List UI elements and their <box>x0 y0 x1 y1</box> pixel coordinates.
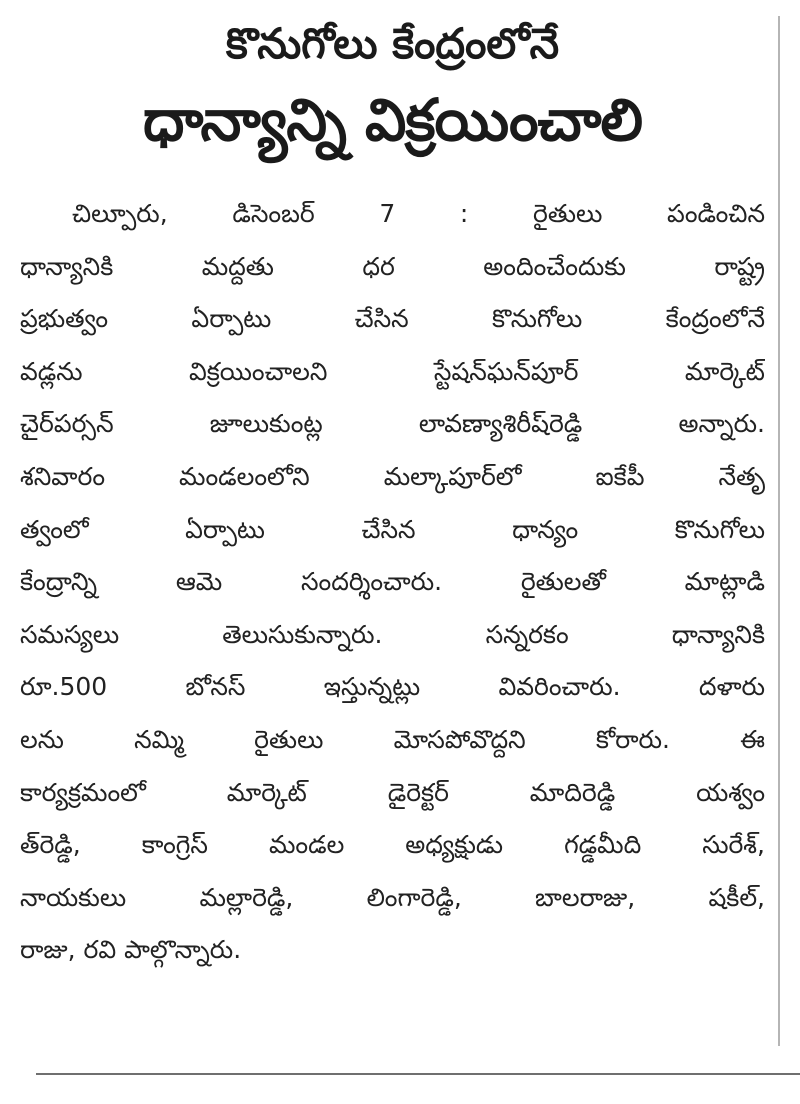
body-line: శనివారం మండలంలోని మల్కాపూర్‌లో ఐకేపీ నేతృ <box>20 461 765 491</box>
body-line: నాయకులు మల్లారెడ్డి, లింగారెడ్డి, బాలరాజు, షకీల్, <box>20 882 765 912</box>
headline-line-2: ధాన్యాన్ని విక్రయించాలి <box>142 86 643 154</box>
headline-line-1: కొనుగోలు కేంద్రంలోనే <box>225 19 560 68</box>
body-line: కార్యక్రమంలో మార్కెట్ డైరెక్టర్ మాదిరెడ్డి యశ్వం <box>20 777 765 807</box>
body-line: త్‌రెడ్డి, కాంగ్రెస్ మండల అధ్యక్షుడు గడ్డమీది సురేశ్, <box>20 830 765 860</box>
body-line: కేంద్రాన్ని ఆమె సందర్శించారు. రైతులతో మాట్లాడి <box>20 567 765 597</box>
body-line: త్వంలో ఏర్పాటు చేసిన ధాన్యం కొనుగోలు <box>20 514 765 544</box>
body-line: ప్రభుత్వం ఏర్పాటు చేసిన కొనుగోలు కేంద్రంలోనే <box>20 304 765 334</box>
column-divider-horizontal <box>36 1073 800 1075</box>
body-line: సమస్యలు తెలుసుకున్నారు. సన్నరకం ధాన్యానికి <box>20 619 765 649</box>
body-line: చిల్పూరు, డిసెంబర్ 7 : రైతులు పండించిన <box>72 199 765 228</box>
body-line: ధాన్యానికి మద్దతు ధర అందించేందుకు రాష్ట్ర <box>20 251 765 281</box>
column-divider-vertical <box>778 16 780 1046</box>
body-line: లను నమ్మి రైతులు మోసపోవొద్దని కోరారు. ఈ <box>20 724 765 754</box>
body-line: చైర్‌పర్సన్ జూలుకుంట్ల లావణ్యాశిరీష్‌రెడ్డి అన్నారు. <box>20 409 765 439</box>
body-line: రాజు, రవి పాల్గొన్నారు. <box>20 935 242 965</box>
article <box>20 8 765 977</box>
article-body <box>20 188 765 977</box>
body-line: వడ్లను విక్రయించాలని స్టేషన్‌ఘన్‌పూర్ మార్కెట్ <box>20 356 765 386</box>
body-line: రూ.500 బోనస్ ఇస్తున్నట్లు వివరించారు. దళారు <box>20 672 765 702</box>
